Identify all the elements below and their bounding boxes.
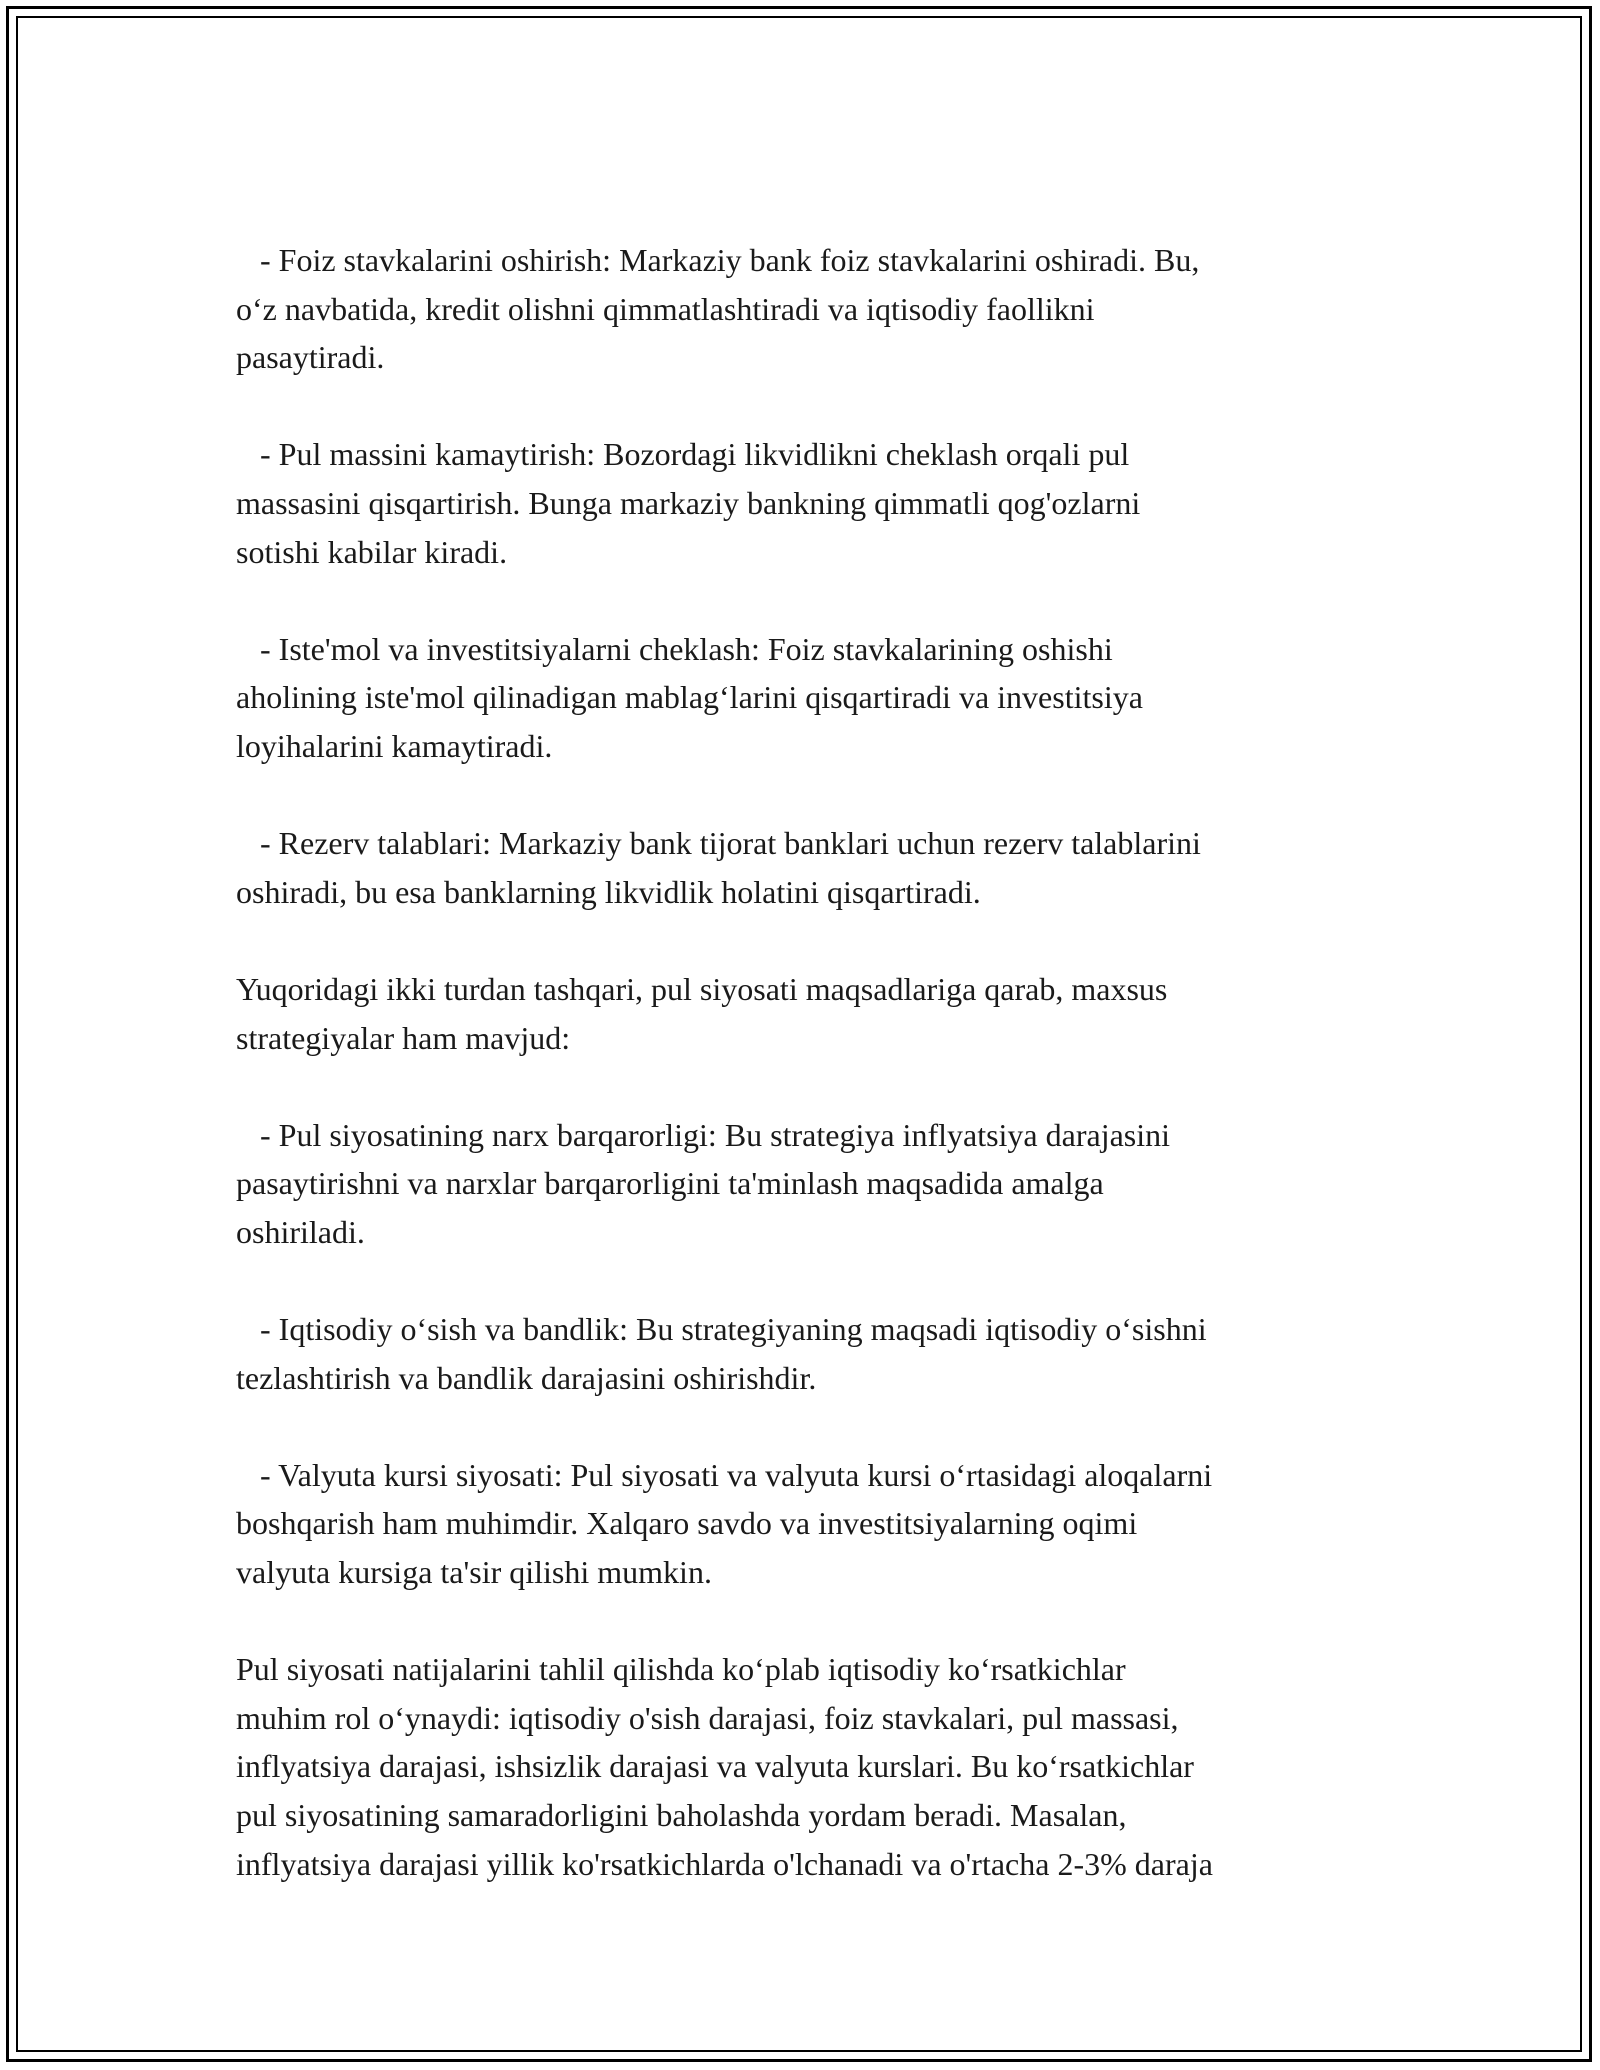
document-body xyxy=(236,236,1366,1937)
paragraph-exchange-rate: - Valyuta kursi siyosati: Pul siyosati va valyuta kursi o‘rtasidagi aloqalarni boshqarish ham muhimdir. Xalqaro savdo va investitsiyalarning oqimi valyuta kursiga ta'sir qilishi mumkin. xyxy=(236,1456,1213,1591)
paragraph-consumption-investment: - Iste'mol va investitsiyalarni cheklash: Foiz stavkalarining oshishi aholining iste'mol qilinadigan mablag‘larini qisqartiradi va investitsiya loyihalarini kamaytiradi. xyxy=(236,630,1143,764)
paragraph-growth-employment: - Iqtisodiy o‘sish va bandlik: Bu strategiyaning maqsadi iqtisodiy o‘sishni tezlashtirish va bandlik darajasini oshirishdir. xyxy=(236,1311,1207,1396)
paragraph-indicators: Pul siyosati natijalarini tahlil qilishda ko‘plab iqtisodiy ko‘rsatkichlar muhim rol o‘ynaydi: iqtisodiy o'sish darajasi, foiz stavkalari, pul massasi, inflyatsiya darajasi, ishsizlik darajasi va valyuta kurslari. Bu ko‘rsatkichlar pul siyosatining samaradorligini baholashda yordam beradi. Masalan, inflyatsiya darajasi yillik ko'rsatkichlarda o'lchanadi va o'rtacha 2-3% daraja xyxy=(236,1651,1213,1882)
paragraph-interest-rates: - Foiz stavkalarini oshirish: Markaziy bank foiz stavkalarini oshiradi. Bu, o‘z navbatida, kredit olishni qimmatlashtiradi va iqtisodiy faollikni pasaytiradi. xyxy=(236,242,1200,376)
paragraph-money-supply: - Pul massini kamaytirish: Bozordagi likvidlikni cheklash orqali pul massasini qisqartirish. Bunga markaziy bankning qimmatli qog'ozlarni sotishi kabilar kiradi. xyxy=(236,436,1141,570)
paragraph-special-strategies: Yuqoridagi ikki turdan tashqari, pul siyosati maqsadlariga qarab, maxsus strategiyalar ham mavjud: xyxy=(236,970,1168,1056)
paragraph-reserve-requirements: - Rezerv talablari: Markaziy bank tijorat banklari uchun rezerv talablarini oshiradi, bu esa banklarning likvidlik holatini qisqartiradi. xyxy=(236,825,1201,910)
paragraph-price-stability: - Pul siyosatining narx barqarorligi: Bu strategiya inflyatsiya darajasini pasaytirishni va narxlar barqarorligini ta'minlash maqsadida amalga oshiriladi. xyxy=(236,1116,1171,1250)
